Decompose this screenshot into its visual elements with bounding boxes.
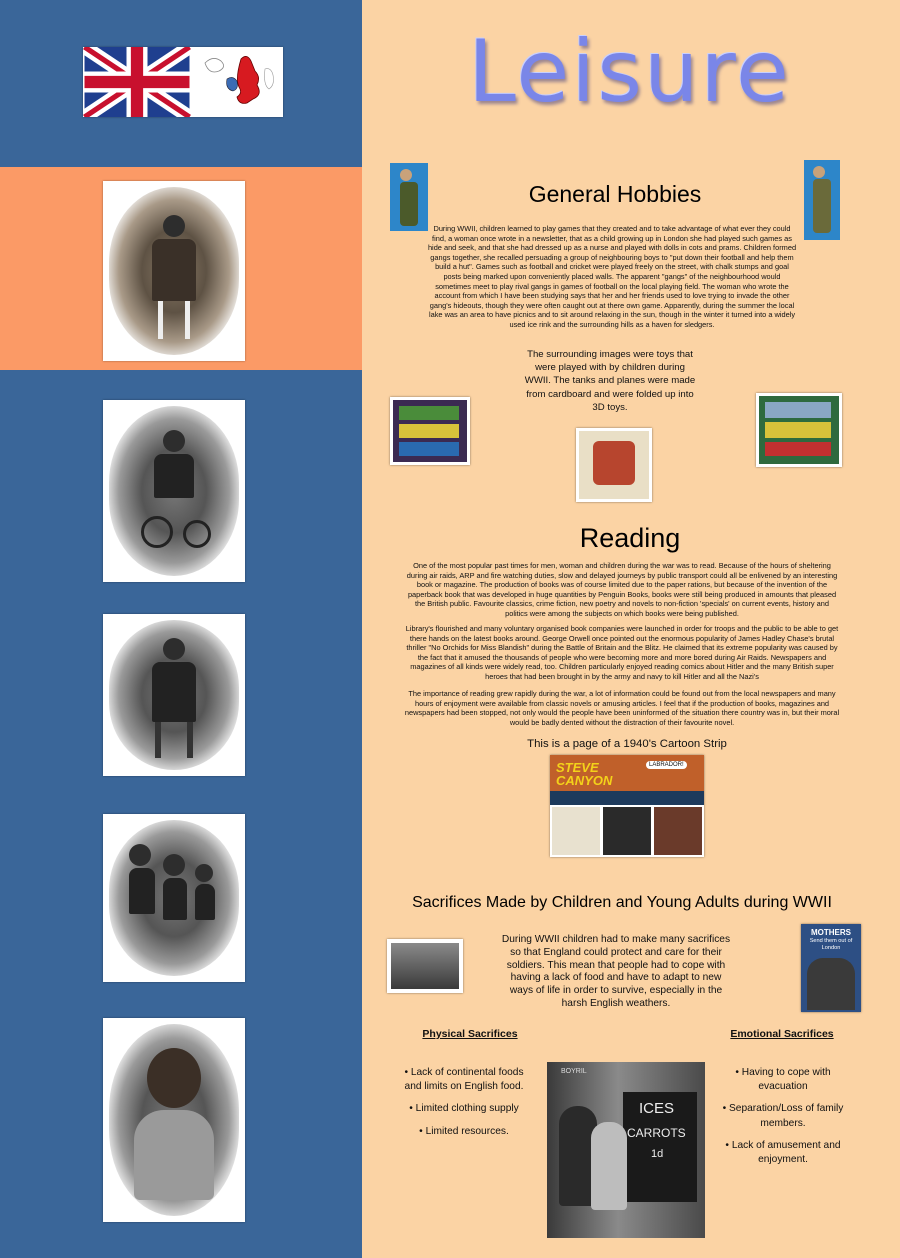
reading-paragraph-3: The importance of reading grew rapidly during the war, a lot of information could be found out from the local newspapers and many hours of enjoyment were available from classic novels or amusing articles. I feel that if the production of books, magazines and newspapers had been stopped, not only would the people have been uninformed of the situation there country was in, but their moral would be badly dented without the distraction of their favourite novel. xyxy=(404,689,840,727)
physical-sacrifices-heading: Physical Sacrifices xyxy=(422,1028,518,1040)
emotional-sacrifices-heading: Emotional Sacrifices xyxy=(730,1028,834,1040)
reading-paragraph-1: One of the most popular past times for men, woman and children during the war was to read. Because of the hours of sheltering during air raids, ARP and fire watching duties, slow and delayed journeys by public transport could all be enlivened by an interesting book or magazine. The production of books was of course limited due to the paper rations, but because of the invention of the paperback book that was developed in huge quantities by Penguin Books, books were still being produced in amounts that pleased the British public. Favourite classics, crime fiction, new poetry and novels to non-fiction 'specials' on current events, history and politics were among the subjects on which books were being published. xyxy=(406,561,838,618)
cardboard-toy-image-2 xyxy=(576,428,652,502)
shop-sign-ices: ICES xyxy=(639,1100,675,1117)
shop-sign-price: 1d xyxy=(651,1148,664,1160)
cardboard-toy-image-3 xyxy=(756,393,842,467)
emotional-item-1: • Having to cope with evacuation xyxy=(735,1067,831,1093)
emotional-item-2: • Separation/Loss of family members. xyxy=(722,1103,844,1129)
book-subtitle: Send them out of London xyxy=(809,938,853,951)
photo-child-on-tricycle xyxy=(103,400,245,582)
comic-title: STEVE CANYON xyxy=(556,760,613,788)
comic-speech-bubble: LABRADOR! xyxy=(646,761,687,769)
shop-sign-carrots: CARROTS xyxy=(627,1126,686,1140)
cartoon-caption: This is a page of a 1940's Cartoon Strip xyxy=(527,738,727,750)
flag-and-map xyxy=(83,47,283,117)
photo-girl-with-bow xyxy=(103,1018,245,1222)
british-isles-map-icon xyxy=(193,49,281,115)
emotional-item-3: • Lack of amusement and enjoyment. xyxy=(725,1139,841,1166)
reading-paragraph-2: Library's flourished and many voluntary organised book companies were launched in order for troops and the public to be able to get there hands on the latest books around. George Orwell once pointed out the enormous popularity of James Hadley Chase's brutal thriller "No Orchids for Miss Blandish" during the Battle of Britain and the Blitz. He claimed that its extreme popularity was caused by the fact that it amused the thousands of people who were becoming more and more bored during Air Raids. Newspapers and magazines of all kinds were widely read, too. Children particularly enjoyed reading comics about Hitler and the many British super heroes that had been brought in by the army and navy to kill Hitler and all the Nazi's xyxy=(405,624,839,681)
union-jack-flag-icon xyxy=(83,47,191,117)
reading-heading: Reading xyxy=(579,523,681,553)
shop-label: BOYRIL xyxy=(561,1068,587,1075)
page-title: Leisure xyxy=(468,22,791,122)
photo-boy-in-coat xyxy=(103,181,245,361)
physical-item-3: • Limited resources. xyxy=(419,1125,509,1137)
cardboard-toy-image-1 xyxy=(390,397,470,465)
toys-caption: The surrounding images were toys that were played with by children during WWII. The tanks and planes were made from cardboard and were folded up into 3D toys. xyxy=(524,349,696,413)
physical-item-2: • Limited clothing supply xyxy=(409,1103,519,1115)
hobbies-heading: General Hobbies xyxy=(528,181,702,207)
physical-item-1: • Lack of continental foods and limits on English food. xyxy=(404,1067,524,1093)
toy-soldier-image-right xyxy=(804,160,840,240)
photo-boy-in-cap xyxy=(103,614,245,776)
children-at-shop-photo xyxy=(547,1062,705,1238)
sacrifices-heading: Sacrifices Made by Children and Young Adults during WWII xyxy=(412,894,832,911)
hobbies-body: During WWII, children learned to play games that they created and to take advantage of what ever they could find, a woman once wrote in a newsletter, that as a child growing up in London she had played such games as hide and seek, and that she had dressed up as a nurse and played with dolls in cots and prams. Children formed gangs together, she recalled persuading a group of neighbouring boys to "put down their football and help them build a hut". Games such as football and cricket were played freely on the street, with chalk stumps and goal posts being marked upon conveniently placed walls. The apparent "gangs" of the neighbourhood would sometimes meet to play rival gangs in games of football on the local playing field. The woman who wrote the account from which I have been studying says that her and her friends used to love trying to invade the other gang's hideouts, though they were often caught out at there own game. Apparently, during the summer the local lake was an area to have picnics and to sit around relaxing in the sun, though in the winter it turned into a widely used ice rink and the surrounding hills as a haven for sledgers. xyxy=(427,224,797,329)
photo-three-children xyxy=(103,814,245,982)
mothers-book-cover xyxy=(801,924,861,1012)
physical-sacrifices-list xyxy=(402,1066,526,1147)
toy-soldier-image-left xyxy=(390,163,428,231)
emotional-sacrifices-list xyxy=(718,1066,848,1175)
sacrifices-intro: During WWII children had to make many sacrifices so that England could protect and care for their soldiers. This mean that people had to cope with having a lack of food and have to adapt to new ways of life in order to survive, especially in the harsh English weathers. xyxy=(501,934,731,1009)
cartoon-strip-image xyxy=(550,755,704,857)
book-title: MOTHERS xyxy=(811,928,851,937)
evacuees-photo xyxy=(387,939,463,993)
